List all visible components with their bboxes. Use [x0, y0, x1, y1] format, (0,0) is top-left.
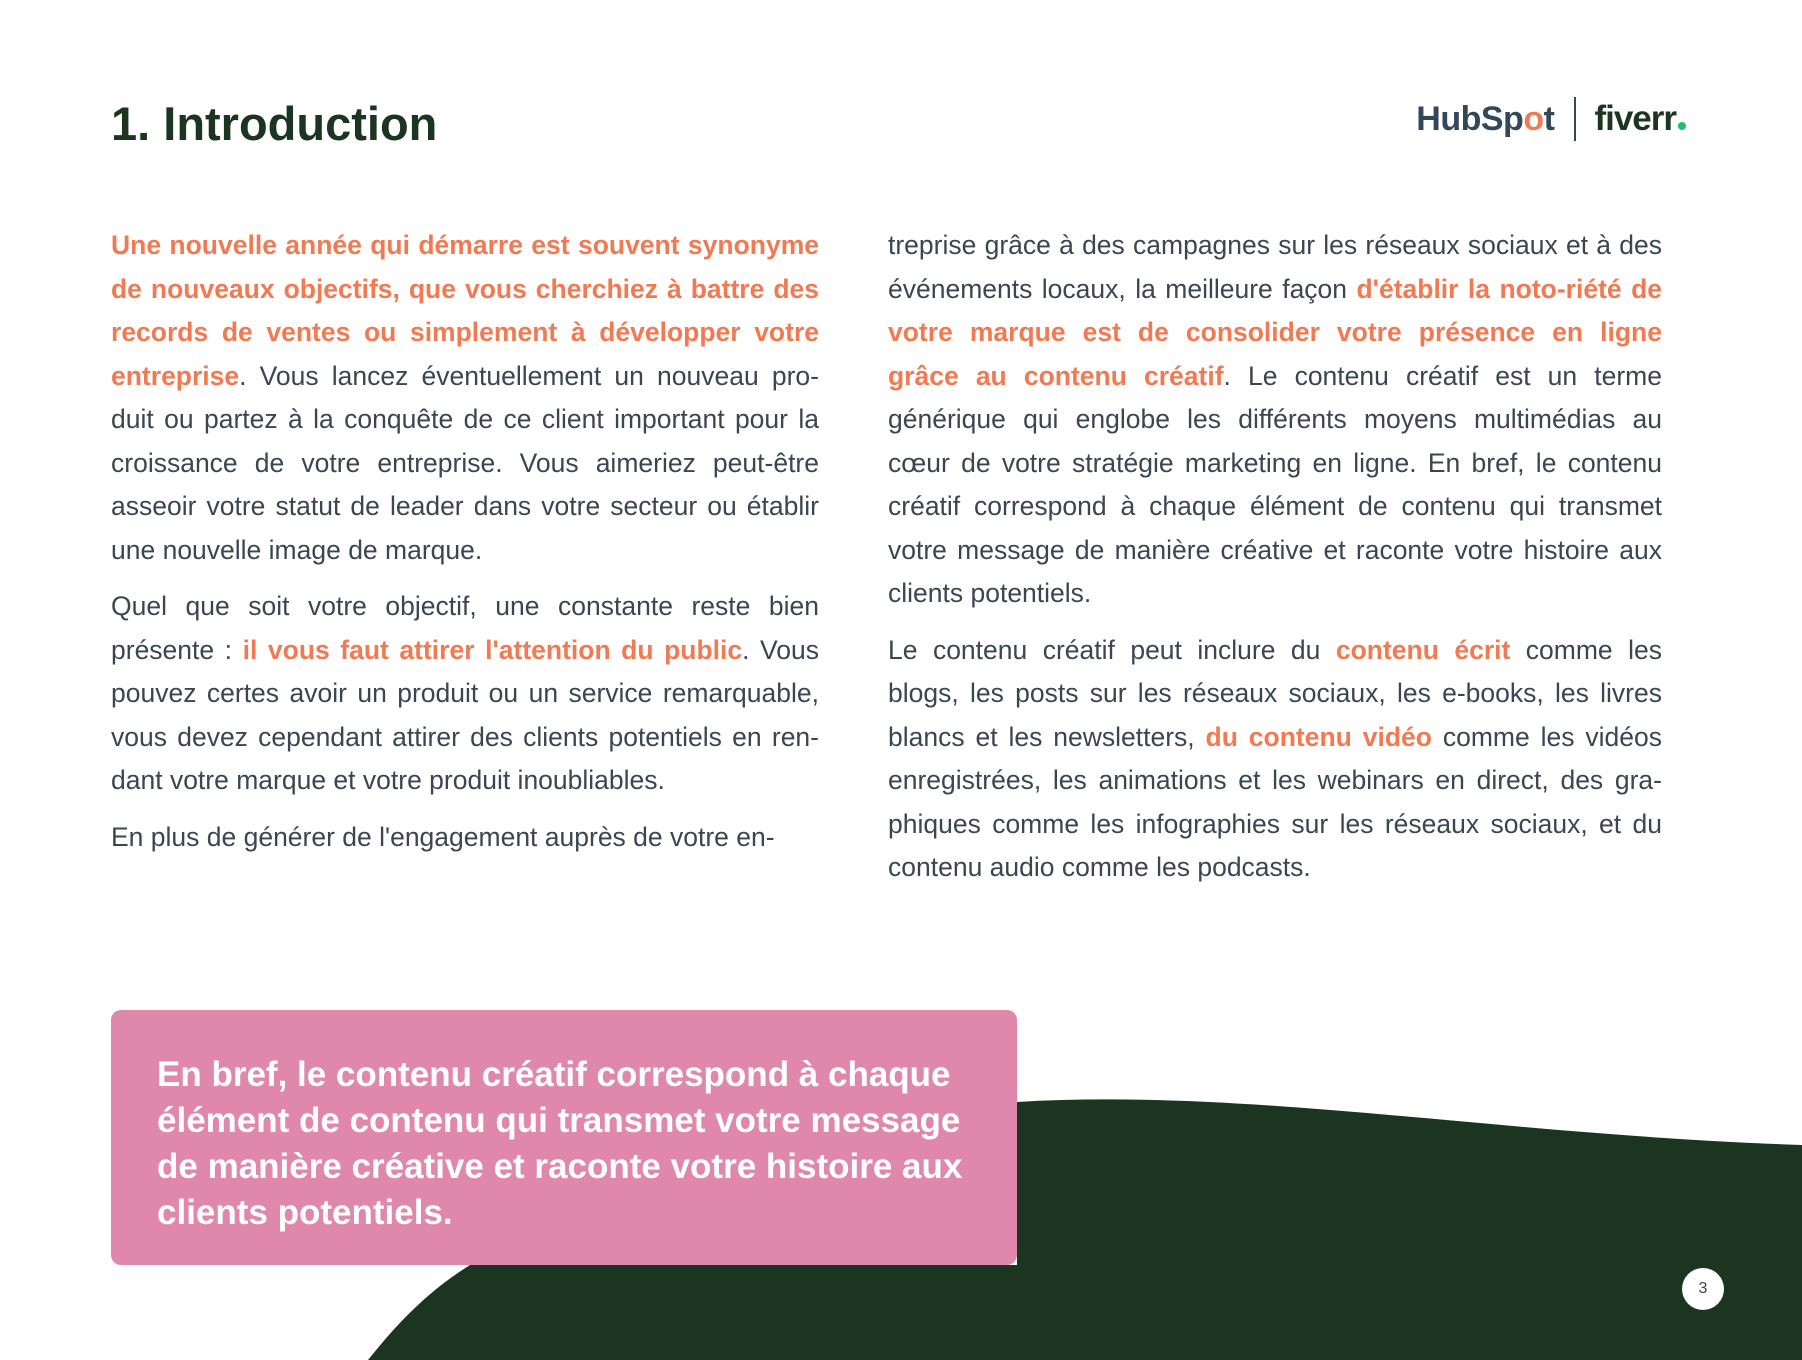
paragraph: Quel que soit votre objectif, une constante reste bien présente : il vous faut attirer l'attention du public. Vous pouvez certes avoir un produit ou un service remarquable, vous devez cependant attirer des clients potentiels en ren-dant votre marque et votre produit inoubliables. [111, 591, 819, 795]
logo-divider [1574, 97, 1576, 141]
highlighted-text: d'établir la noto-riété de votre marque est de consolider votre présence en ligne grâce au contenu créatif [888, 273, 1662, 391]
page-title: 1. Introduction [111, 97, 438, 150]
right-column [888, 224, 1662, 903]
page-number: 3 [1682, 1268, 1724, 1310]
highlighted-text: Une nouvelle année qui démarre est souvent synonyme de nouveaux objectifs, que vous cherchiez à battre des records de ventes ou simplement à développer votre entreprise [111, 230, 819, 391]
left-column [111, 224, 819, 872]
fiverr-dot-icon [1678, 122, 1686, 130]
highlighted-text: il vous faut attirer l'attention du public [242, 634, 743, 665]
highlighted-text: du contenu vidéo [1205, 721, 1432, 752]
hubspot-logo: HubSpot [1416, 99, 1555, 138]
callout-text: En bref, le contenu créatif correspond à chaque élément de contenu qui transmet votre message de manière créative et raconte votre histoire aux clients potentiels. [157, 1055, 963, 1232]
paragraph: Une nouvelle année qui démarre est souvent synonyme de nouveaux objectifs, que vous cherchiez à battre des records de ventes ou simplement à développer votre entreprise. Vous lancez éventuellement un nouveau pro-duit ou partez à la conquête de ce client important pour la croissance de votre entreprise. Vous aimeriez peut-être asseoir votre statut de leader dans votre secteur ou établir une nouvelle image de marque. [111, 230, 819, 565]
highlighted-text: contenu écrit [1335, 634, 1511, 665]
pull-quote-callout [111, 1010, 1017, 1265]
paragraph: En plus de générer de l'engagement auprès de votre en- [111, 821, 775, 852]
paragraph: treprise grâce à des campagnes sur les réseaux sociaux et à des événements locaux, la meilleure façon d'établir la noto-riété de votre marque est de consolider votre présence en ligne grâce au contenu créatif. Le contenu créatif est un terme générique qui englobe les différents moyens multimédias au cœur de votre stratégie marketing en ligne. En bref, le contenu créatif correspond à chaque élément de contenu qui transmet votre message de manière créative et raconte votre histoire aux clients potentiels. [888, 230, 1662, 608]
brand-logos [1416, 94, 1686, 144]
hubspot-sprocket-icon: o [1523, 99, 1544, 138]
fiverr-logo: fiverr [1594, 99, 1686, 139]
paragraph: Le contenu créatif peut inclure du contenu écrit comme les blogs, les posts sur les réseaux sociaux, les e-books, les livres blancs et les newsletters, du contenu vidéo comme les vidéos enregistrées, les animations et les webinars en direct, des gra-phiques comme les infographies sur les réseaux sociaux, et du contenu audio comme les podcasts. [888, 634, 1663, 882]
